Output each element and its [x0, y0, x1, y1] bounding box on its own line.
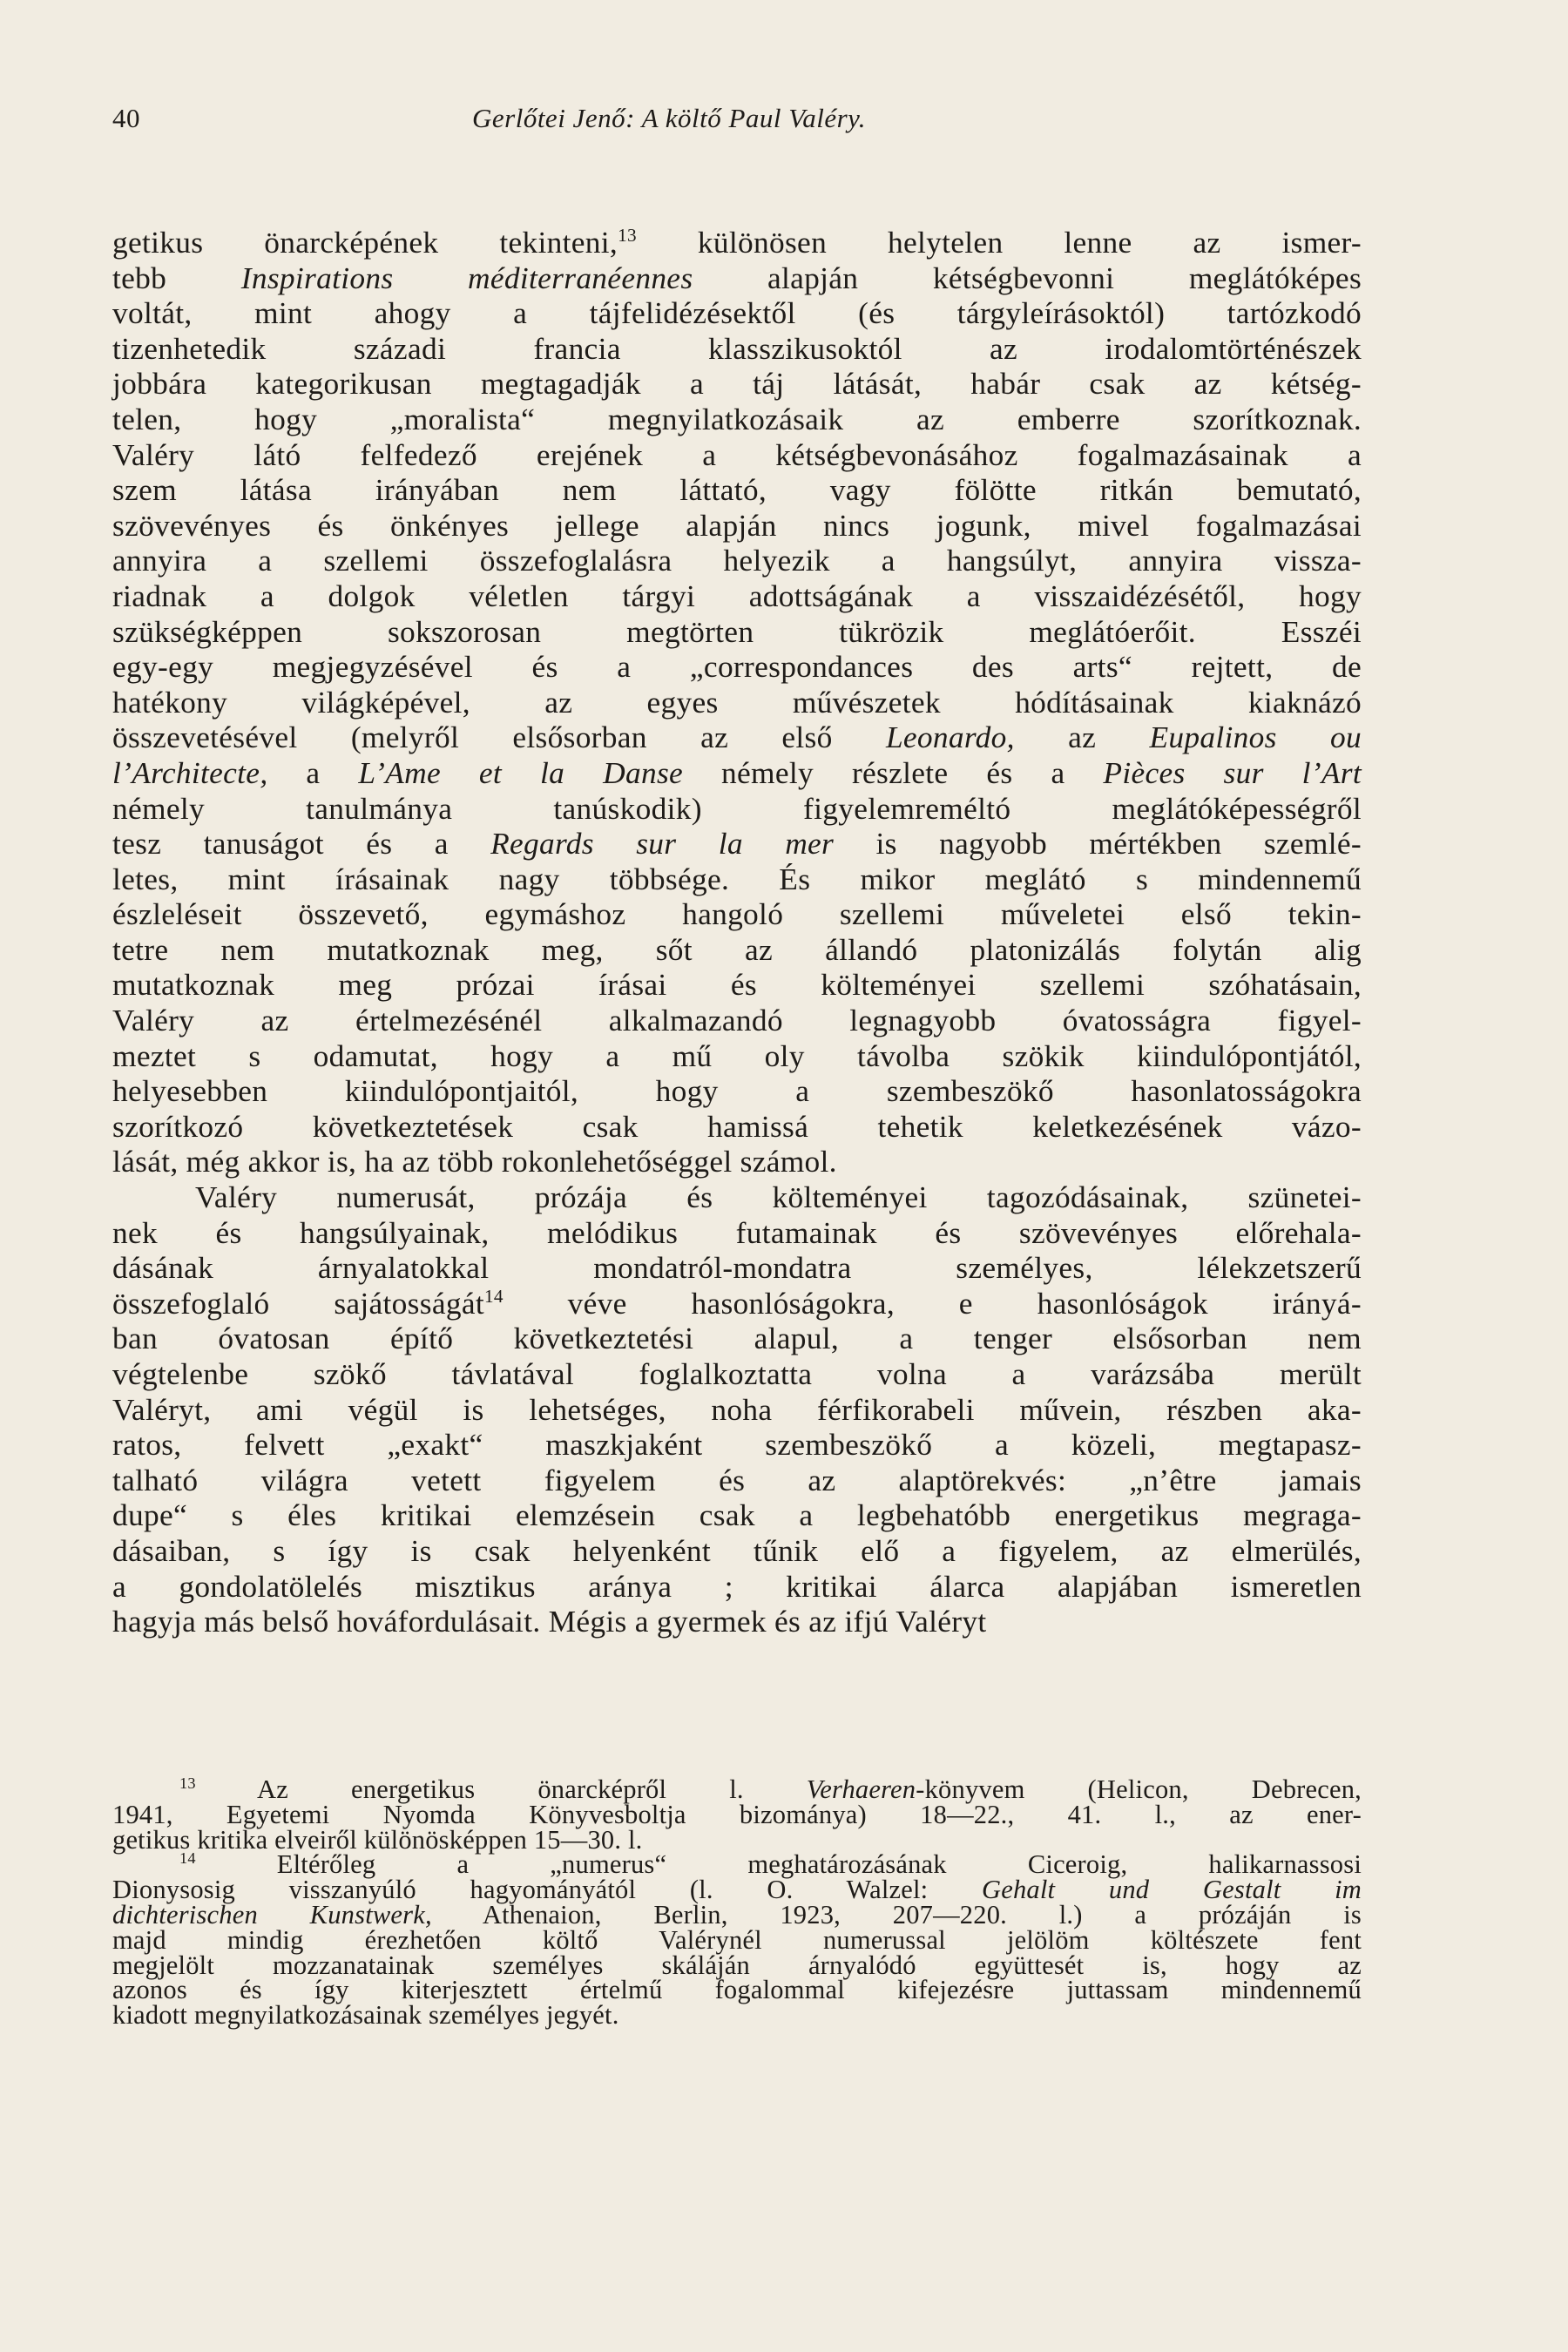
text-line: [112, 1533, 1362, 1569]
text-line: [112, 508, 1362, 544]
text-run: getikus kritika elveiről különösképpen 15—30. l.: [112, 1824, 643, 1855]
text-run: egy-egy megjegyzésével és a „correspondances des arts“ rejtett, de: [112, 649, 1362, 685]
footnote-line: [112, 1774, 1362, 1804]
text-run: a gondolatölelés misztikus aránya ; kritikai álarca alapjában ismeretlen: [112, 1568, 1362, 1604]
italic-title: dichterischen Kunstwerk,: [112, 1899, 432, 1930]
text-line: [112, 932, 1362, 968]
text-line: [112, 1038, 1362, 1074]
text-run: lását, még akkor is, ha az több rokonlehetőséggel számol.: [112, 1144, 837, 1179]
text-line: [112, 649, 1362, 685]
text-line: [112, 1109, 1362, 1145]
text-line: [112, 1569, 1362, 1605]
text-run: némely részlete és a: [683, 754, 1104, 790]
text-run: dásaiban, s így is csak helyenként tűnik elő a figyelem, az elmerülés,: [112, 1532, 1362, 1568]
text-run: szövevényes és önkényes jellege alapján nincs jogunk, mivel fogalmazásai: [112, 507, 1362, 543]
footnote-line: [112, 2000, 1362, 2031]
text-line: [112, 1604, 1362, 1639]
text-run: megjelölt mozzanatainak személyes skáláján árnyalódó együttesét is, hogy az: [112, 1950, 1362, 1980]
text-run: Valéry numerusát, prózája és költeményei tagozódásainak, szünetei-: [195, 1179, 1362, 1215]
text-run: getikus önarcképének tekinteni,: [112, 225, 618, 260]
text-run: összevetésével (melyről elsősorban az első: [112, 720, 886, 755]
text-run: azonos és így kiterjesztett értelmű fogalommal kifejezésre juttassam mindennemű: [112, 1975, 1362, 2005]
text-run: végtelenbe szökő távlatával foglalkoztatta volna a varázsába merült: [112, 1356, 1362, 1391]
text-line: [112, 720, 1362, 755]
text-run: Az energetikus önarcképről l.: [195, 1774, 807, 1804]
text-run: szorítkozó következtetések csak hamissá tehetik keletkezésének vázo-: [112, 1108, 1362, 1144]
text-run: riadnak a dolgok véletlen tárgyi adottságának a visszaidézésétől, hogy: [112, 578, 1362, 613]
text-line: [112, 896, 1362, 932]
text-run: Valéryt, ami végül is lehetséges, noha férfikorabeli művein, részben aka-: [112, 1391, 1362, 1427]
footnote-marker: 14: [179, 1849, 196, 1868]
text-run: voltát, mint ahogy a tájfelidézésektől (és tárgyleírásoktól) tartózkodó: [112, 295, 1362, 331]
footnote-line: [112, 1977, 1362, 2003]
text-line: [112, 295, 1362, 331]
footnotes: [112, 1774, 1362, 2031]
text-line: [112, 260, 1362, 296]
text-line: [112, 1179, 1362, 1215]
text-run: meztet s odamutat, hogy a mű oly távolba szökik kiindulópontjától,: [112, 1037, 1362, 1073]
text-line: [112, 1215, 1362, 1251]
italic-title: Pièces sur l’Art: [1103, 754, 1362, 790]
text-run: talható világra vetett figyelem és az alaptörekvés: „n’être jamais: [112, 1462, 1362, 1497]
text-line: [112, 1392, 1362, 1428]
text-line: [112, 1321, 1362, 1356]
text-line: [112, 1463, 1362, 1498]
text-line: [112, 1286, 1362, 1321]
text-line: [112, 1250, 1362, 1286]
footnote-marker: 14: [483, 1286, 504, 1308]
footnote-marker: 13: [618, 225, 637, 247]
text-run: tizenhetedik századi francia klasszikusoktól az irodalomtörténészek: [112, 330, 1362, 366]
text-run: is nagyobb mértékben szemlé-: [834, 826, 1362, 862]
text-run: összefoglaló sajátosságát: [112, 1285, 484, 1321]
text-line: [112, 1144, 1362, 1179]
text-line: [112, 437, 1362, 473]
text-line: [112, 862, 1362, 897]
text-run: alapján kétségbevonni meglátóképes: [693, 260, 1362, 295]
text-run: dásának árnyalatokkal mondatról-mondatra személyes, lélekzetszerű: [112, 1250, 1362, 1286]
text-line: [112, 791, 1362, 827]
text-run: Athenaion, Berlin, 1923, 207—220. l.) a prózáján is: [431, 1899, 1362, 1930]
text-run: az: [1014, 720, 1150, 755]
text-line: [112, 543, 1362, 578]
text-line: [112, 225, 1362, 260]
italic-title: Verhaeren: [806, 1774, 916, 1804]
text-run: a: [267, 754, 359, 790]
text-run: észleléseit összevető, egymáshoz hangoló szellemi műveletei első tekin-: [112, 896, 1362, 932]
italic-title: Leonardo,: [885, 720, 1015, 755]
text-run: Valéry látó felfedező erejének a kétségbevonásához fogalmazásainak a: [112, 436, 1362, 472]
text-run: 1941, Egyetemi Nyomda Könyvesboltja bizománya) 18—22., 41. l., az ener-: [112, 1799, 1362, 1829]
text-run: szem látása irányában nem láttató, vagy fölötte ritkán bemutató,: [112, 472, 1362, 508]
italic-title: l’Architecte,: [112, 754, 268, 790]
text-line: [112, 967, 1362, 1003]
text-run: Eltérőleg a „numerus“ meghatározásának Ciceroig, halikarnassosi: [195, 1849, 1362, 1880]
text-run: különösen helytelen lenne az ismer-: [636, 225, 1362, 260]
text-run: Dionysosig visszanyúló hagyományától (l. O. Walzel:: [112, 1875, 982, 1905]
text-line: [112, 578, 1362, 614]
text-line: [112, 331, 1362, 367]
main-text: [112, 225, 1362, 1639]
footnote-line: [112, 1799, 1362, 1829]
text-run: telen, hogy „moralista“ megnyilatkozásaik az emberre szorítkoznak.: [112, 401, 1362, 436]
text-run: kiadott megnyilatkozásainak személyes jegyét.: [112, 2000, 619, 2031]
text-run: majd mindig érezhetően költő Valérynél numerussal jelölöm költészete fent: [112, 1924, 1362, 1955]
text-line: [112, 1073, 1362, 1109]
text-run: helyesebben kiindulópontjaitól, hogy a szembeszökő hasonlatosságokra: [112, 1073, 1362, 1109]
text-line: [112, 685, 1362, 720]
text-run: jobbára kategorikusan megtagadják a táj látását, habár csak az kétség-: [112, 366, 1362, 402]
footnote-line: [112, 1849, 1362, 1880]
text-run: mutatkoznak meg prózai írásai és költeményei szellemi szóhatásain,: [112, 967, 1362, 1003]
footnote-line: [112, 1899, 1362, 1930]
footnote-line: [112, 1824, 1362, 1855]
text-line: [112, 402, 1362, 437]
italic-title: Regards sur la mer: [490, 826, 835, 862]
running-header: [112, 103, 1362, 138]
text-run: nek és hangsúlyainak, melódikus futamainak és szövevényes előrehala-: [112, 1214, 1362, 1250]
text-run: letes, mint írásainak nagy többsége. És mikor meglátó s mindennemű: [112, 861, 1362, 896]
text-line: [112, 472, 1362, 508]
italic-title: Gehalt und Gestalt im: [982, 1875, 1362, 1905]
text-line: [112, 1356, 1362, 1392]
page-number: 40: [112, 103, 140, 133]
running-title: Gerlőtei Jenő: A költő Paul Valéry.: [472, 103, 866, 133]
text-line: [112, 614, 1362, 650]
text-run: hatékony világképével, az egyes művészetek hódításainak kiaknázó: [112, 684, 1362, 720]
text-run: Valéry az értelmezésénél alkalmazandó legnagyobb óvatosságra figyel-: [112, 1003, 1362, 1038]
text-run: némely tanulmánya tanúskodik) figyelemreméltó meglátóképességről: [112, 790, 1362, 826]
footnote-line: [112, 1877, 1362, 1903]
text-run: szükségképpen sokszorosan megtörten tükrözik meglátóerőit. Esszéi: [112, 613, 1362, 649]
text-run: tesz tanuságot és a: [112, 826, 491, 862]
text-line: [112, 1003, 1362, 1038]
text-line: [112, 1427, 1362, 1463]
text-line: [112, 755, 1362, 791]
text-run: dupe“ s éles kritikai elemzésein csak a legbehatóbb energetikus megraga-: [112, 1497, 1362, 1533]
text-run: -könyvem (Helicon, Debrecen,: [916, 1774, 1362, 1804]
italic-title: Inspirations méditerranéennes: [240, 260, 693, 295]
text-line: [112, 826, 1362, 862]
text-run: véve hasonlóságokra, e hasonlóságok irányá-: [503, 1285, 1362, 1321]
footnote-marker: 13: [179, 1774, 196, 1792]
text-line: [112, 1497, 1362, 1533]
footnote-line: [112, 1950, 1362, 1980]
text-run: tebb: [112, 260, 241, 295]
italic-title: L’Ame et la Danse: [358, 754, 684, 790]
footnote-line: [112, 1924, 1362, 1955]
italic-title: Eupalinos ou: [1149, 720, 1362, 755]
text-run: ratos, felvett „exakt“ maszkjaként szembeszökő a közeli, megtapasz-: [112, 1427, 1362, 1463]
text-line: [112, 366, 1362, 402]
text-run: annyira a szellemi összefoglalásra helyezik a hangsúlyt, annyira vissza-: [112, 543, 1362, 578]
text-run: tetre nem mutatkoznak meg, sőt az állandó platonizálás folytán alig: [112, 931, 1362, 967]
text-run: ban óvatosan építő következtetési alapul, a tenger elsősorban nem: [112, 1321, 1362, 1356]
text-run: hagyja más belső hováfordulásait. Mégis a gyermek és az ifjú Valéryt: [112, 1604, 987, 1639]
